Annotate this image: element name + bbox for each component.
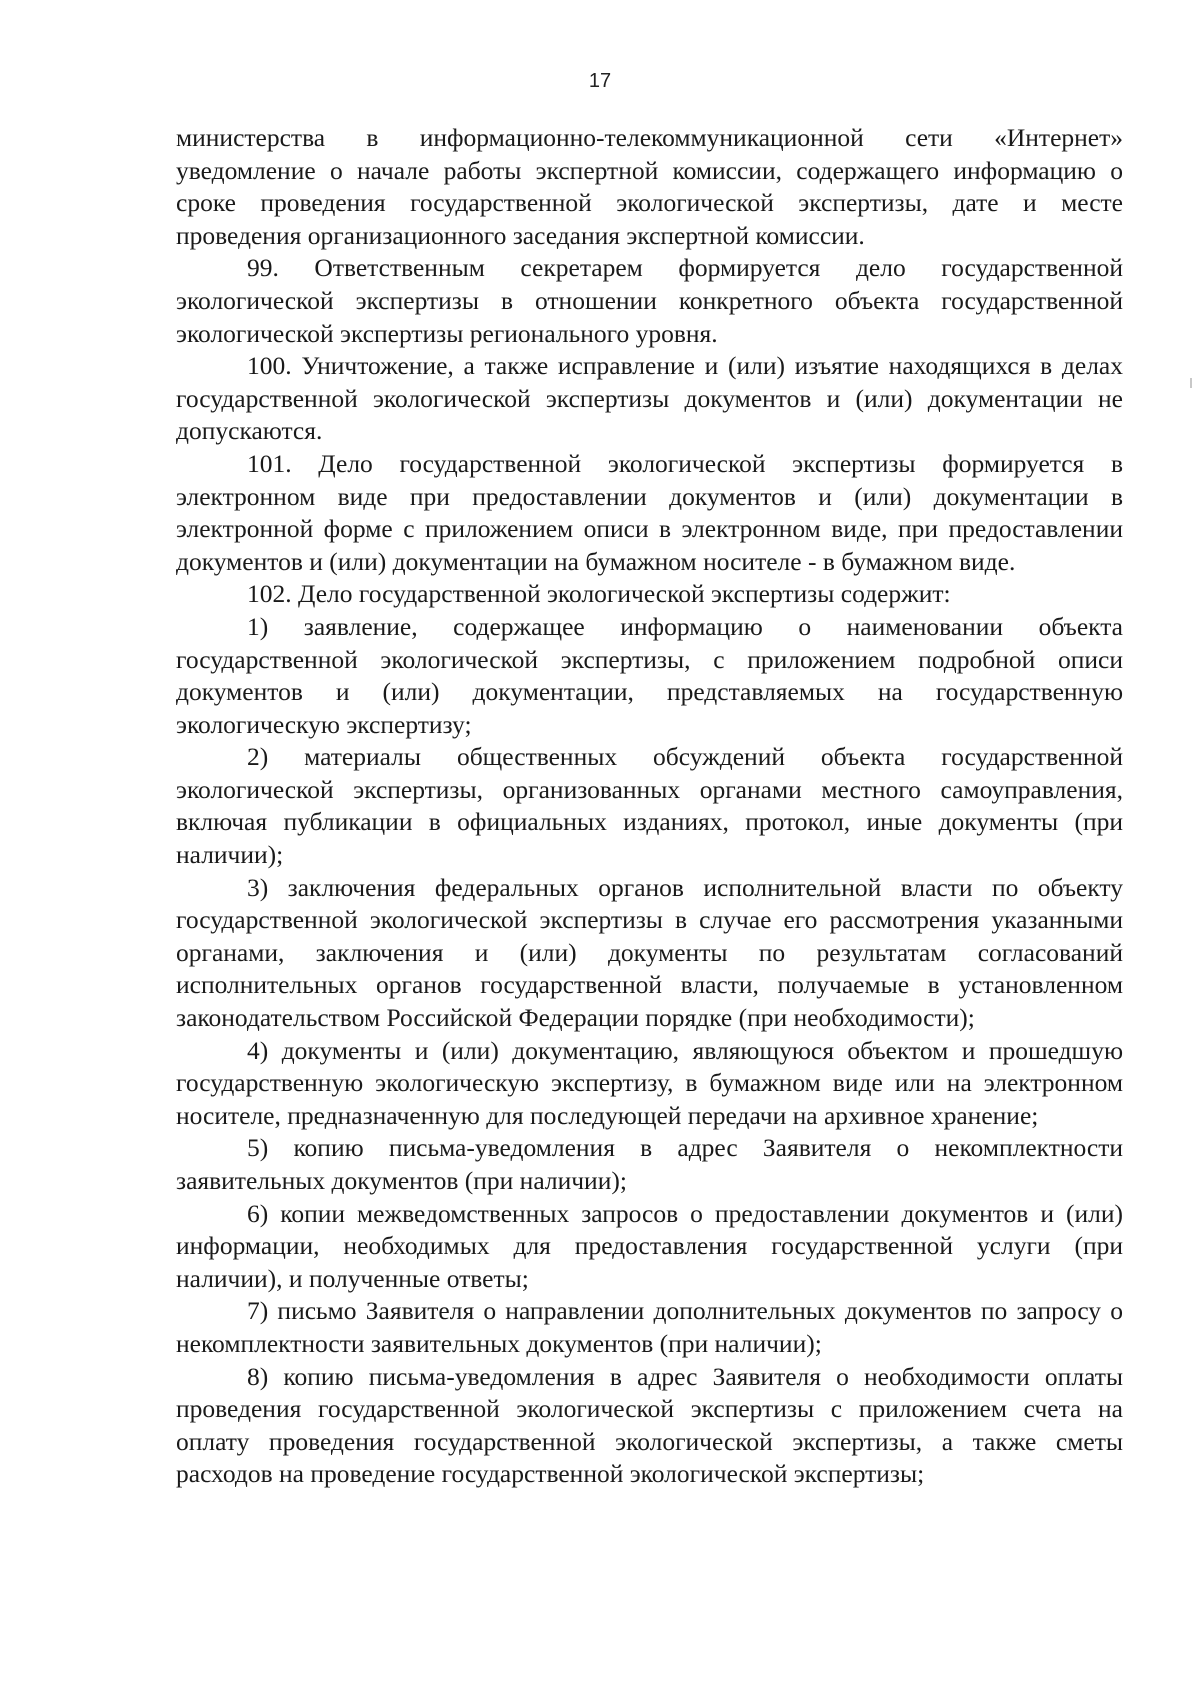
list-item-2: 2) материалы общественных обсуждений объекта государственной экологической экспертизы, организованных органами местного самоуправления, включая публикации в официальных изданиях, протокол, иные документы (при наличии); xyxy=(176,742,1123,870)
paragraph-102: 102. Дело государственной экологической экспертизы содержит: xyxy=(247,579,951,609)
list-item-7: 7) письмо Заявителя о направлении дополнительных документов по запросу о некомплектности заявительных документов (при наличии); xyxy=(176,1296,1123,1358)
paragraph-101: 101. Дело государственной экологической экспертизы формируется в электронном виде при предоставлении документов и (или) документации в электронной форме с приложением описи в электронном виде, при предоставлении документов и (или) документации на бумажном носителе - в бумажном виде. xyxy=(176,448,1123,576)
list-item-1: 1) заявление, содержащее информацию о наименовании объекта государственной экологической экспертизы, с приложением подробной описи документов и (или) документации, представляемых на государственную экологическую экспертизу; xyxy=(176,611,1123,739)
paragraph-continuation: министерства в информационно-телекоммуникационной сети «Интернет» уведомление о начале работы экспертной комиссии, содержащего информацию о сроке проведения государственной экологической экспертизы, дате и месте проведения организационного заседания экспертной комиссии. xyxy=(176,123,1123,250)
list-item-4: 4) документы и (или) документацию, являющуюся объектом и прошедшую государственную экологическую экспертизу, в бумажном виде или на электронном носителе, предназначенную для последующей передачи на архивное хранение; xyxy=(176,1035,1123,1130)
paragraph-99: 99. Ответственным секретарем формируется дело государственной экологической экспертизы в отношении конкретного объекта государственной экологической экспертизы регионального уровня. xyxy=(176,253,1123,348)
list-item-5: 5) копию письма-уведомления в адрес Заявителя о некомплектности заявительных документов (при наличии); xyxy=(176,1133,1123,1195)
paragraph-100: 100. Уничтожение, а также исправление и (или) изъятие находящихся в делах государственной экологической экспертизы документов и (или) документации не допускаются. xyxy=(176,351,1123,446)
scan-artifact-mark xyxy=(1190,378,1192,388)
list-item-6: 6) копии межведомственных запросов о предоставлении документов и (или) информации, необходимых для предоставления государственной услуги (при наличии), и полученные ответы; xyxy=(176,1198,1123,1293)
document-body xyxy=(176,122,1123,1491)
page-number: 17 xyxy=(588,70,612,92)
list-item-3: 3) заключения федеральных органов исполнительной власти по объекту государственной экологической экспертизы в случае его рассмотрения указанными органами, заключения и (или) документы по результатам согласований исполнительных органов государственной власти, получаемые в установленном законодательством Российской Федерации порядке (при необходимости); xyxy=(176,872,1123,1033)
list-item-8: 8) копию письма-уведомления в адрес Заявителя о необходимости оплаты проведения государственной экологической экспертизы с приложением счета на оплату проведения государственной экологической экспертизы, а также сметы расходов на проведение государственной экологической экспертизы; xyxy=(176,1361,1123,1489)
